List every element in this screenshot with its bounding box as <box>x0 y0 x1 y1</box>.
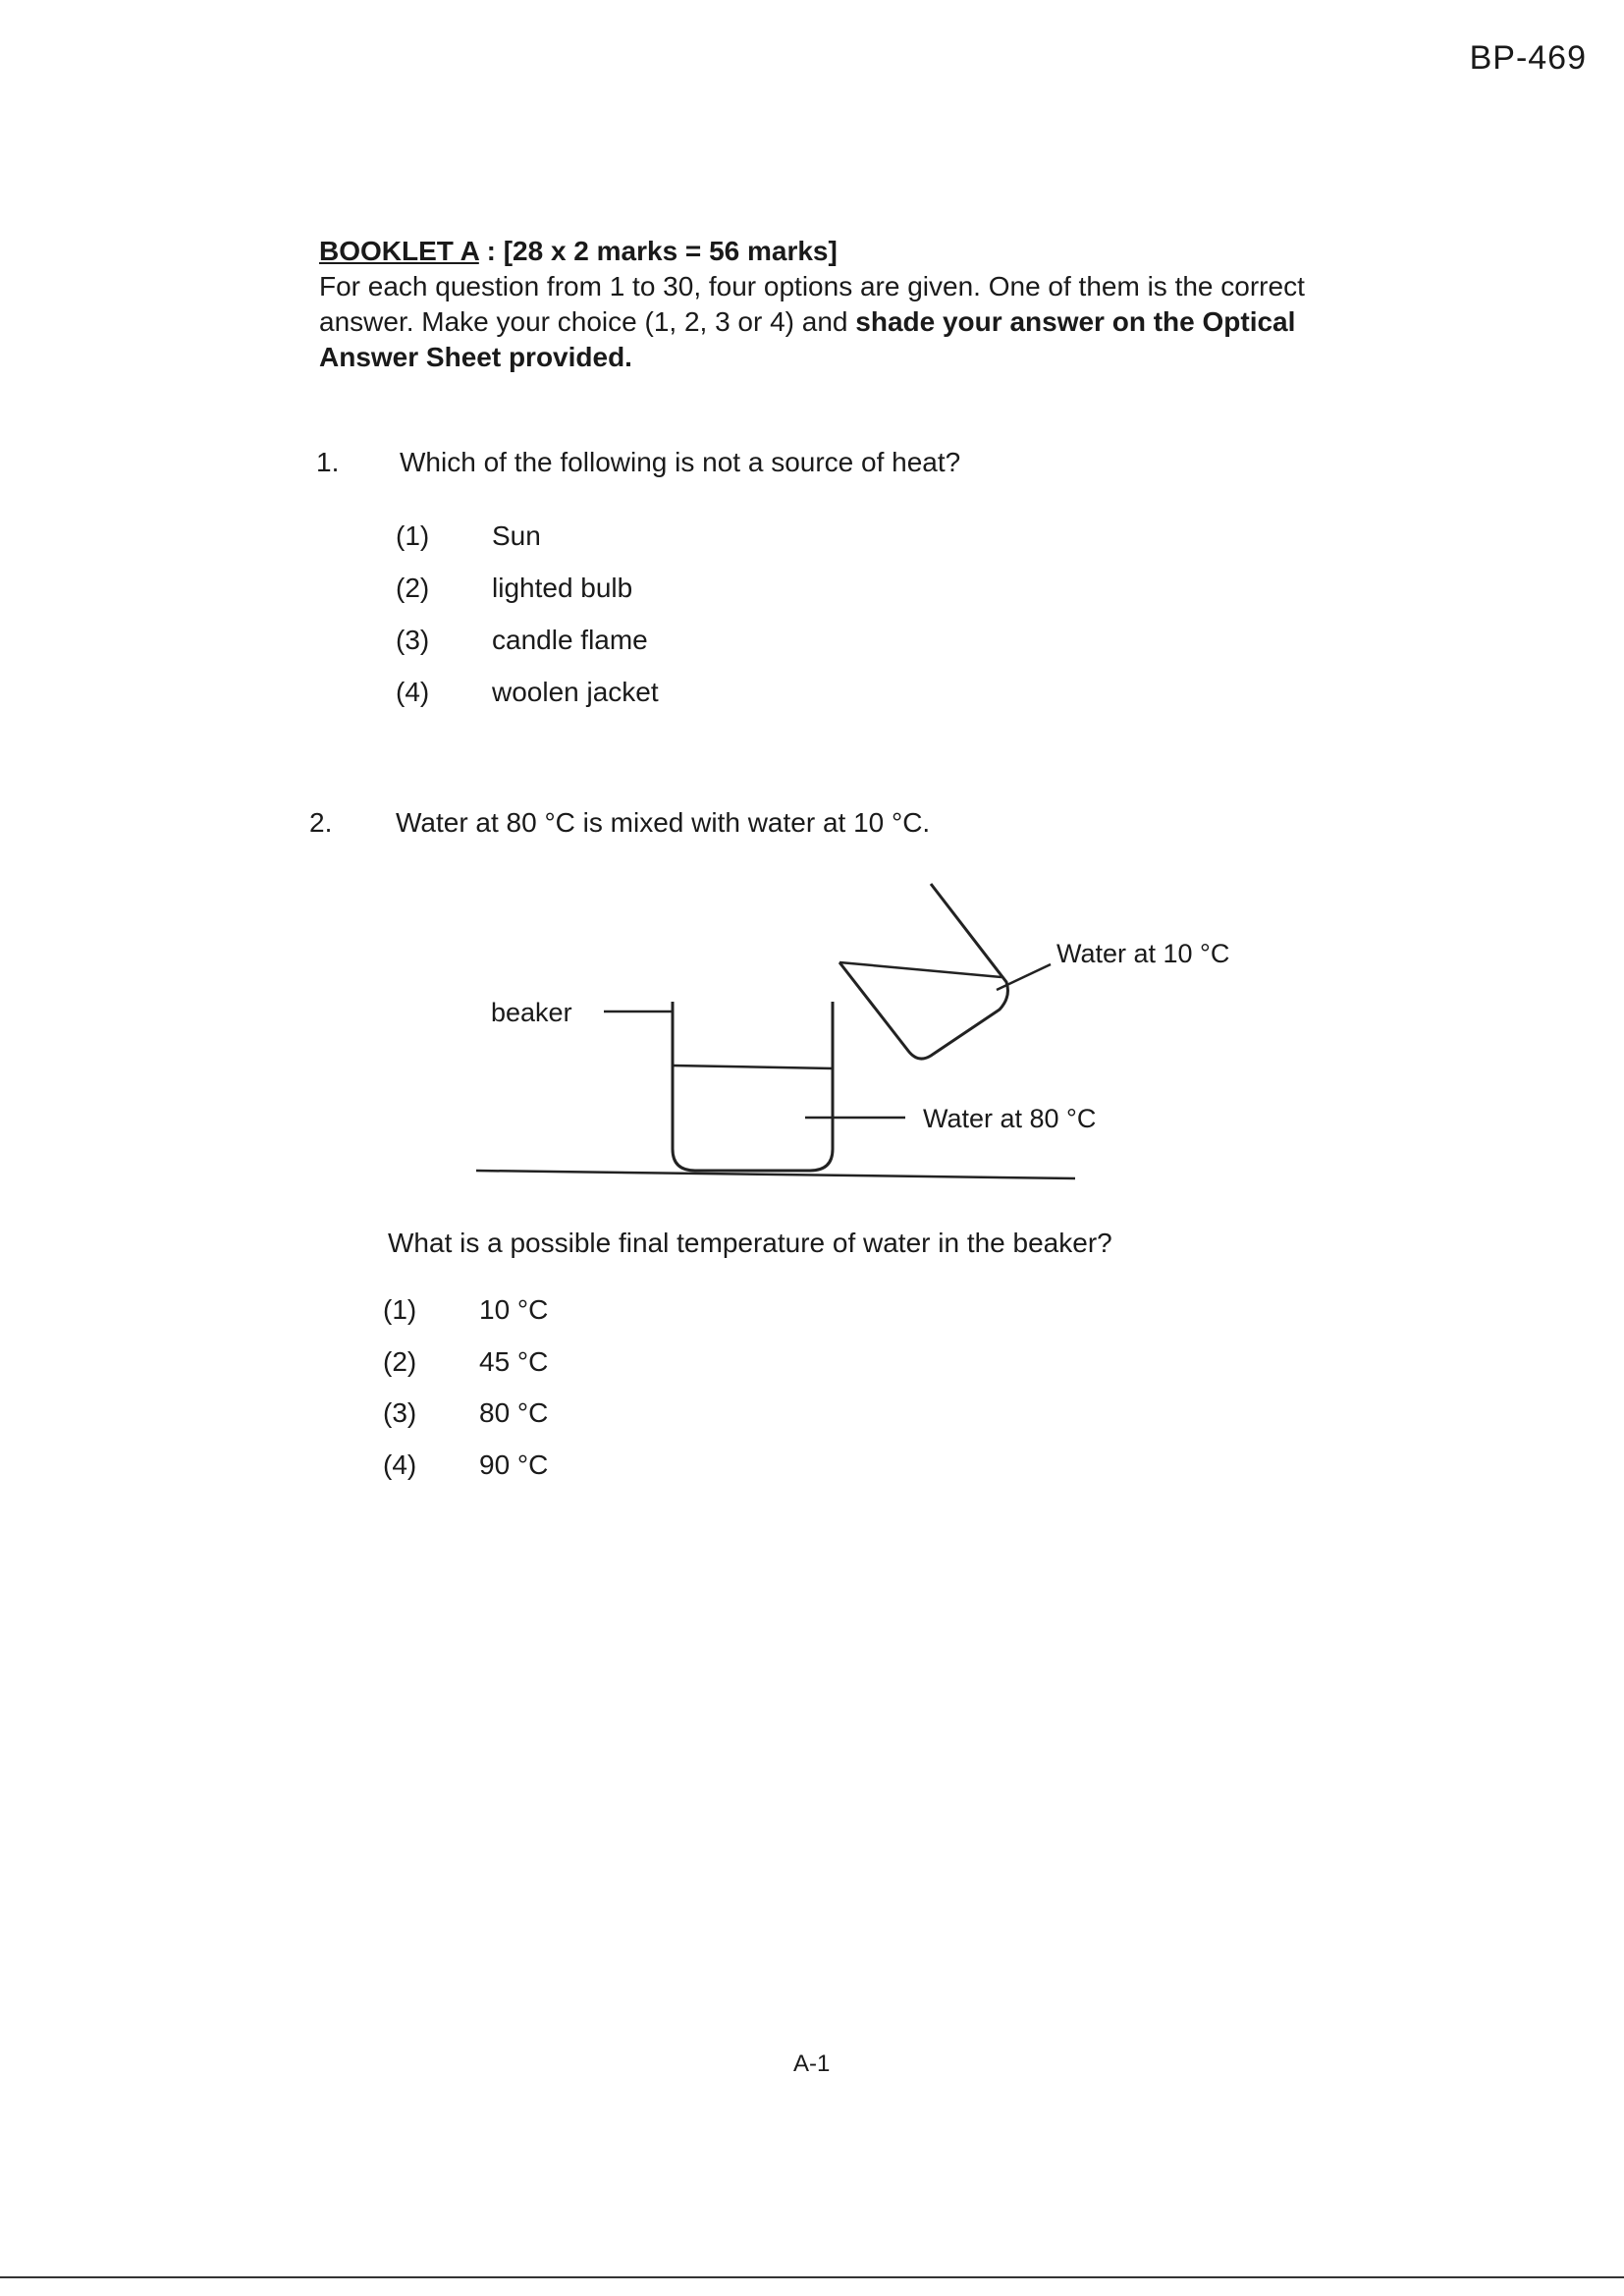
booklet-marks: : [28 x 2 marks = 56 marks] <box>478 236 838 266</box>
instructions-text: For each question from 1 to 30, four options are given. One of them is the correct answer. Make your choice (1, 2, 3 or 4) and <box>319 271 1305 337</box>
booklet-title: BOOKLET A <box>319 236 479 266</box>
beaker-water-level <box>673 1066 833 1068</box>
option-4 <box>383 1449 548 1481</box>
option-text: 10 °C <box>479 1294 549 1325</box>
page-code: BP-469 <box>1469 39 1587 77</box>
question-2-subtext: What is a possible final temperature of water in the beaker? <box>388 1228 1112 1258</box>
option-number: (4) <box>396 677 430 707</box>
option-4 <box>396 677 659 708</box>
option-2 <box>396 573 632 604</box>
option-number: (1) <box>396 520 430 551</box>
booklet-instructions <box>319 234 1380 375</box>
option-1 <box>383 1294 548 1326</box>
booklet-heading <box>319 236 838 266</box>
cold-water-leader-line <box>997 964 1051 990</box>
option-text: candle flame <box>492 625 648 655</box>
beaker-diagram <box>461 864 1276 1198</box>
question-text: Water at 80 °C is mixed with water at 10 °C. <box>396 807 931 838</box>
option-number: (4) <box>383 1449 417 1480</box>
option-number: (2) <box>396 573 430 603</box>
bottom-rule <box>0 2276 1624 2278</box>
question-number: 2. <box>309 807 333 838</box>
option-number: (2) <box>383 1346 417 1377</box>
question-number: 1. <box>316 447 340 477</box>
instructions-bold-text: shade your answer on the Optical Answer Sheet provided. <box>319 306 1296 372</box>
page-footer: A-1 <box>793 2050 831 2077</box>
beaker-outline <box>673 1002 833 1171</box>
beaker-label: beaker <box>491 998 572 1027</box>
option-text: 45 °C <box>479 1346 549 1377</box>
option-text: Sun <box>492 520 541 551</box>
option-3 <box>396 625 648 656</box>
cold-water-label: Water at 10 °C <box>1056 939 1230 968</box>
option-text: 90 °C <box>479 1449 549 1480</box>
option-number: (1) <box>383 1294 417 1325</box>
option-2 <box>383 1346 548 1378</box>
option-1 <box>396 520 541 552</box>
pouring-water-level <box>839 962 1001 977</box>
option-text: woolen jacket <box>492 677 659 707</box>
option-text: 80 °C <box>479 1397 549 1428</box>
option-number: (3) <box>396 625 430 655</box>
option-number: (3) <box>383 1397 417 1428</box>
option-text: lighted bulb <box>492 573 633 603</box>
hot-water-label: Water at 80 °C <box>923 1104 1097 1133</box>
option-3 <box>383 1397 548 1429</box>
question-text: Which of the following is not a source of heat? <box>400 447 961 477</box>
